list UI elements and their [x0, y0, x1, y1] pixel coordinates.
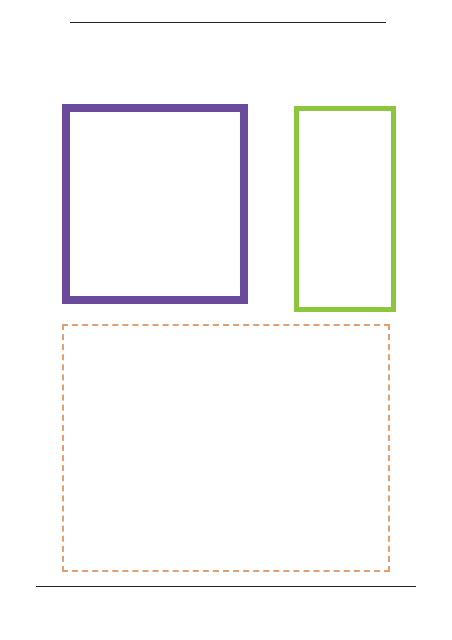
definitions-box: [62, 324, 390, 572]
word-list-box: [294, 106, 396, 312]
header-divider: [70, 22, 386, 23]
footer-divider: [36, 586, 416, 587]
